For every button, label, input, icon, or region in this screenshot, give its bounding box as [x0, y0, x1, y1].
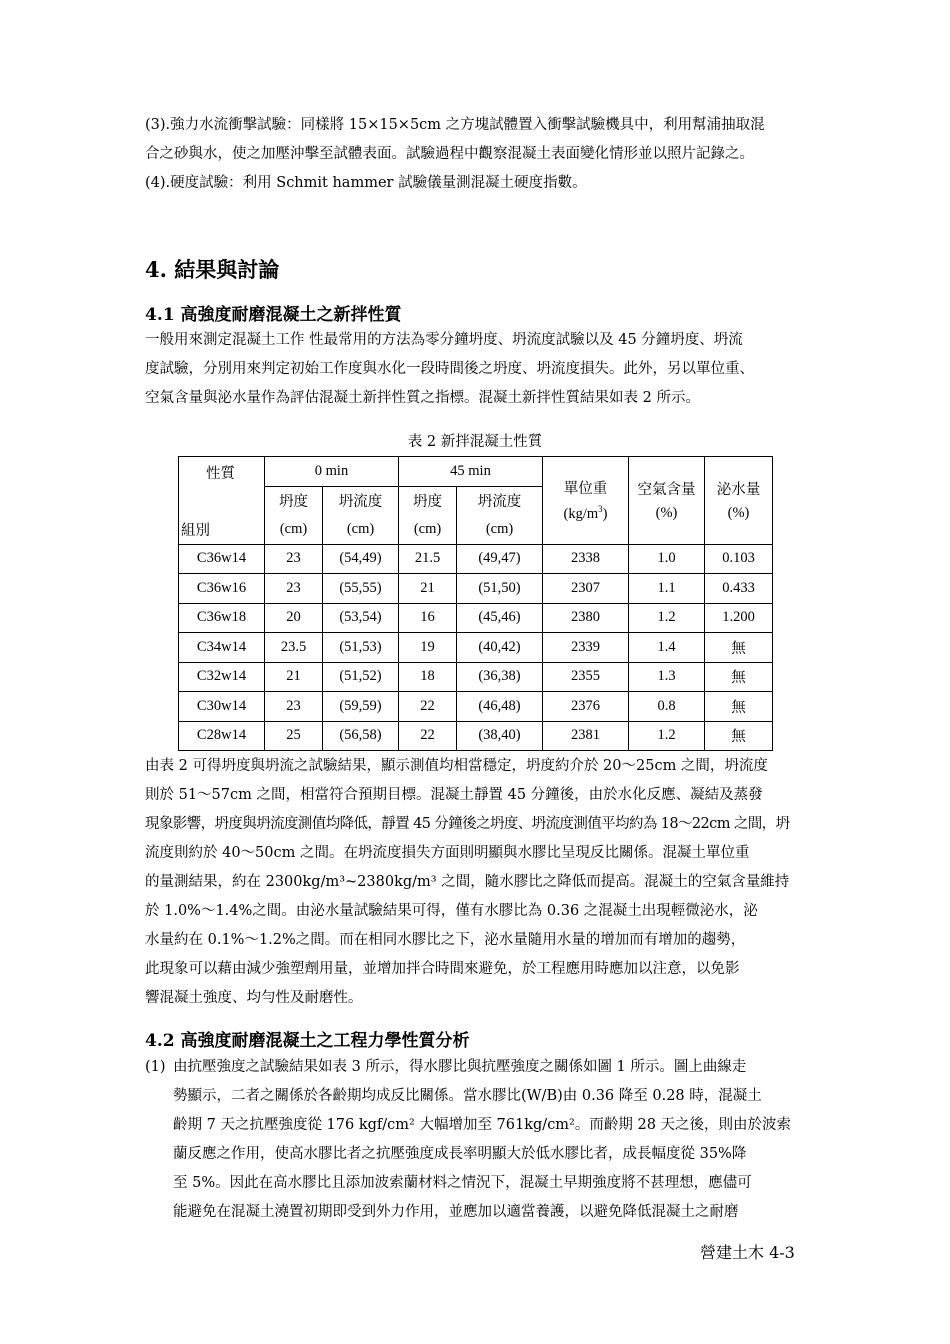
table-cell: (45,46)	[457, 603, 543, 633]
text-line: 勢顯示，二者之關係於各齡期均成反比關係。當水膠比(W/B)由 0.36 降至 0.28 時，混凝土	[173, 1088, 762, 1104]
text-line: 至 5%。因此在高水膠比且添加波索蘭材料之情況下，混凝土早期強度將不甚理想，應儘可	[173, 1175, 752, 1191]
header-unit-cm: (cm)	[457, 515, 543, 544]
table-cell: C28w14	[179, 721, 265, 751]
header-group: 組別	[181, 523, 210, 539]
table-cell: 18	[399, 662, 457, 692]
table-cell: C34w14	[179, 633, 265, 663]
header-flow-0: 坍流度	[323, 486, 399, 515]
header-slump-0: 坍度	[265, 486, 323, 515]
text-line: 此現象可以藉由減少強塑劑用量，並增加拌合時間來避免，於工程應用時應加以注意，以免影	[145, 961, 740, 977]
table-cell: 23	[265, 692, 323, 722]
table-cell: 1.200	[705, 603, 773, 633]
text-line: 度試驗，分別用來判定初始工作度與水化一段時間後之坍度、坍流度損失。此外，另以單位重、	[145, 361, 754, 377]
table-cell: 2381	[543, 721, 629, 751]
table-cell: 無	[705, 692, 773, 722]
air-content-unit: (%)	[655, 505, 678, 522]
table-cell: 23	[265, 544, 323, 574]
subsection-heading-4-1: 4.1 高強度耐磨混凝土之新拌性質	[145, 305, 402, 325]
table-cell: 25	[265, 721, 323, 751]
table-cell: C36w18	[179, 603, 265, 633]
table-cell: 2355	[543, 662, 629, 692]
table-cell: 無	[705, 633, 773, 663]
table-row	[179, 544, 773, 574]
text-line: (3).強力水流衝擊試驗：同樣將 15×15×5cm 之方塊試體置入衝擊試驗機具中，利用幫浦抽取混	[145, 117, 765, 133]
table-cell: C36w16	[179, 574, 265, 604]
text-line: 則於 51～57cm 之間，相當符合預期目標。混凝土靜置 45 分鐘後，由於水化反應、凝結及蒸發	[145, 787, 763, 803]
table-cell: (51,53)	[323, 633, 399, 663]
header-unit-weight	[543, 457, 629, 545]
text-line: 由抗壓強度之試驗結果如表 3 所示，得水膠比與抗壓強度之關係如圖 1 所示。圖上曲線走	[173, 1059, 747, 1075]
list-item-number: (1)	[145, 1059, 166, 1075]
table-cell: 0.103	[705, 544, 773, 574]
table-cell: 無	[705, 662, 773, 692]
table-cell: 21	[399, 574, 457, 604]
discussion-paragraph	[145, 752, 810, 1013]
table-cell: (40,42)	[457, 633, 543, 663]
text-line: 水量約在 0.1%～1.2%之間。而在相同水膠比之下，泌水量隨用水量的增加而有增加的趨勢，	[145, 932, 746, 948]
table-cell: (53,54)	[323, 603, 399, 633]
table-cell: C30w14	[179, 692, 265, 722]
table-cell: 22	[399, 692, 457, 722]
text-line: 於 1.0%～1.4%之間。由泌水量試驗結果可得，僅有水膠比為 0.36 之混凝土出現輕微泌水，泌	[145, 903, 758, 919]
unit-weight-label: 單位重	[563, 481, 608, 498]
table-cell: 16	[399, 603, 457, 633]
table-cell: 0.433	[705, 574, 773, 604]
section-heading: 4. 結果與討論	[145, 257, 280, 282]
table-row	[179, 603, 773, 633]
table-cell: 2380	[543, 603, 629, 633]
list-item-body	[173, 1053, 810, 1227]
table-corner-header	[179, 457, 265, 545]
text-line: 由表 2 可得坍度與坍流之試驗結果，顯示測值均相當穩定，坍度約介於 20～25cm 之間，坍流度	[145, 758, 768, 774]
text-line: 空氣含量與泌水量作為評估混凝土新拌性質之指標。混凝土新拌性質結果如表 2 所示。	[145, 390, 700, 406]
table-cell: (36,38)	[457, 662, 543, 692]
header-unit-cm: (cm)	[399, 515, 457, 544]
text-line: 蘭反應之作用，使高水膠比者之抗壓強度成長率明顯大於低水膠比者，成長幅度從 35%降	[173, 1146, 747, 1162]
table-cell: (56,58)	[323, 721, 399, 751]
table-cell: 1.2	[629, 603, 705, 633]
table-cell: (46,48)	[457, 692, 543, 722]
header-flow-45: 坍流度	[457, 486, 543, 515]
table-cell: 19	[399, 633, 457, 663]
header-45min: 45 min	[399, 457, 543, 487]
table-cell: (55,55)	[323, 574, 399, 604]
table-cell: 2307	[543, 574, 629, 604]
table-row	[179, 574, 773, 604]
bleeding-unit: (%)	[727, 505, 750, 522]
table-cell: 2339	[543, 633, 629, 663]
table-cell: 21	[265, 662, 323, 692]
header-slump-45: 坍度	[399, 486, 457, 515]
header-bleeding	[705, 457, 773, 545]
table-cell: (38,40)	[457, 721, 543, 751]
table-cell: (51,52)	[323, 662, 399, 692]
table-cell: 1.2	[629, 721, 705, 751]
table-cell: (59,59)	[323, 692, 399, 722]
table-cell: 1.0	[629, 544, 705, 574]
table-row	[179, 633, 773, 663]
table-cell: C36w14	[179, 544, 265, 574]
table-row	[179, 721, 773, 751]
bleeding-label: 泌水量	[716, 482, 761, 499]
text-line: 現象影響，坍度與坍流度測值均降低，靜置 45 分鐘後之坍度、坍流度測值平均約為 18～22cm 之間，坍	[145, 816, 790, 832]
air-content-label: 空氣含量	[637, 482, 696, 499]
header-air-content	[629, 457, 705, 545]
unit-weight-unit: (kg/m	[563, 506, 599, 523]
page-footer: 營建土木 4-3	[700, 1243, 795, 1262]
text-line: 一般用來測定混凝土工作 性最常用的方法為零分鐘坍度、坍流度試驗以及 45 分鐘坍度、坍流	[145, 332, 743, 348]
list-item	[145, 1053, 810, 1227]
unit-weight-close: )	[602, 506, 608, 523]
text-line: 能避免在混凝土澆置初期即受到外力作用，並應加以適當養護，以避免降低混凝土之耐磨	[173, 1204, 739, 1220]
header-unit-cm: (cm)	[323, 515, 399, 544]
table-caption: 表 2 新拌混凝土性質	[407, 434, 543, 450]
unit-weight-sup: 3	[598, 504, 603, 515]
table-cell: 23.5	[265, 633, 323, 663]
text-line: 齡期 7 天之抗壓強度從 176 kgf/cm² 大幅增加至 761kg/cm²。而齡期 28 天之後，則由於波索	[173, 1117, 792, 1133]
table-cell: 無	[705, 721, 773, 751]
table-cell: 2376	[543, 692, 629, 722]
header-unit-cm: (cm)	[265, 515, 323, 544]
table-cell: 1.4	[629, 633, 705, 663]
table-cell: (49,47)	[457, 544, 543, 574]
text-line: 流度則約於 40～50cm 之間。在坍流度損失方面則明顯與水膠比呈現反比關係。混凝土單位重	[145, 845, 750, 861]
table-cell: 1.3	[629, 662, 705, 692]
table-cell: 22	[399, 721, 457, 751]
text-line: 合之砂與水，使之加壓沖擊至試體表面。試驗過程中觀察混凝土表面變化情形並以照片記錄之。	[145, 146, 754, 162]
table-cell: 20	[265, 603, 323, 633]
table-cell: 2338	[543, 544, 629, 574]
header-0min: 0 min	[265, 457, 399, 487]
header-property: 性質	[206, 466, 235, 482]
table-cell: (51,50)	[457, 574, 543, 604]
fresh-properties-paragraph	[145, 326, 810, 413]
table-row	[179, 692, 773, 722]
table-cell: 0.8	[629, 692, 705, 722]
table-row	[179, 662, 773, 692]
table-cell: 21.5	[399, 544, 457, 574]
subsection-heading-4-2: 4.2 高強度耐磨混凝土之工程力學性質分析	[145, 1031, 470, 1051]
intro-paragraph	[145, 111, 810, 198]
text-line: 響混凝土強度、均勻性及耐磨性。	[145, 990, 363, 1006]
table-cell: (54,49)	[323, 544, 399, 574]
text-line: 的量測結果，約在 2300kg/m³~2380kg/m³ 之間，隨水膠比之降低而提高。混凝土的空氣含量維持	[145, 874, 790, 890]
table-cell: C32w14	[179, 662, 265, 692]
fresh-concrete-table	[178, 456, 773, 751]
table-cell: 23	[265, 574, 323, 604]
table-cell: 1.1	[629, 574, 705, 604]
text-line: (4).硬度試驗：利用 Schmit hammer 試驗儀量測混凝土硬度指數。	[145, 175, 587, 191]
